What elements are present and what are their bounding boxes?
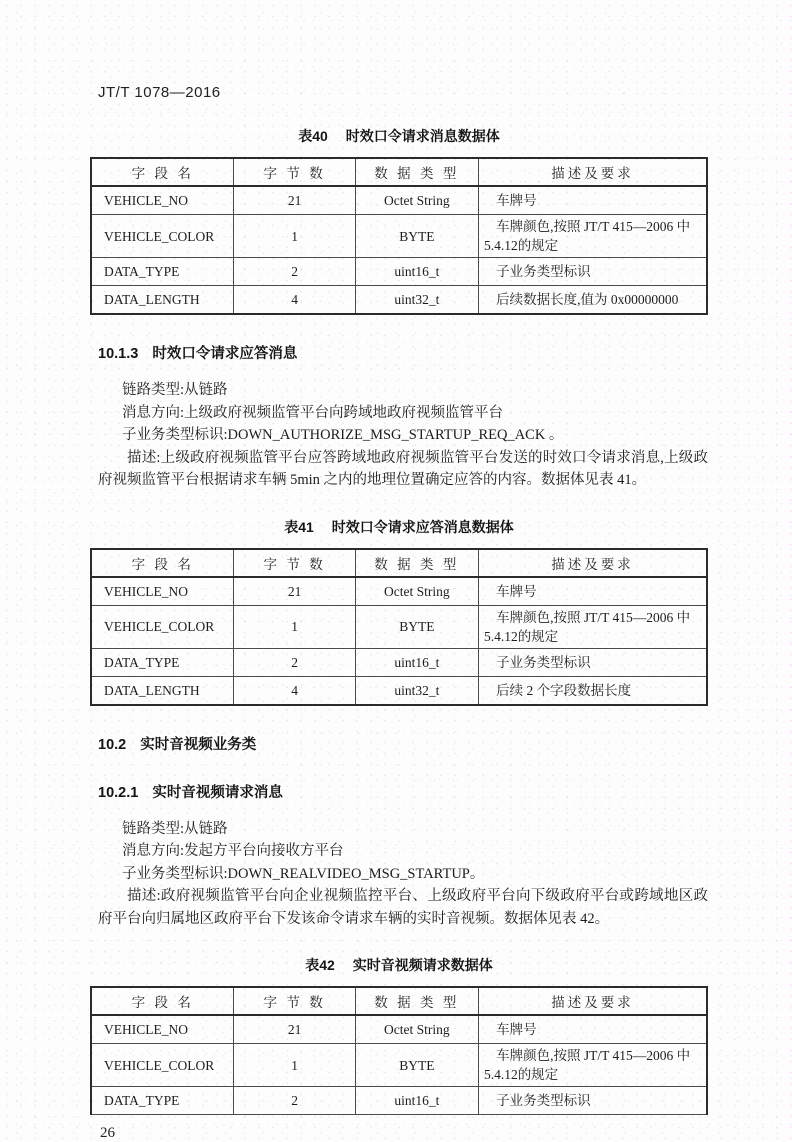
- section-title: 实时音视频请求消息: [152, 784, 283, 801]
- cell-data-type: Octet String: [355, 186, 478, 215]
- column-header-description: 描述及要求: [478, 987, 707, 1015]
- section-10-2-1-heading: [98, 781, 708, 802]
- cell-description: 车牌号: [478, 1015, 707, 1044]
- cell-field-name: DATA_TYPE: [91, 648, 234, 676]
- cell-description: 车牌颜色,按照 JT/T 415—2006 中5.4.12的规定: [478, 605, 707, 648]
- cell-field-name: DATA_LENGTH: [91, 676, 234, 705]
- cell-data-type: Octet String: [355, 577, 478, 606]
- column-header-data-type: 数 据 类 型: [355, 549, 478, 577]
- cell-description: 后续数据长度,值为 0x00000000: [478, 286, 707, 315]
- cell-description: 后续 2 个字段数据长度: [478, 676, 707, 705]
- section-number: 10.1.3: [98, 346, 139, 362]
- cell-data-type: uint16_t: [355, 648, 478, 676]
- cell-description: 车牌号: [478, 186, 707, 215]
- section-10-1-3-description: 描述:上级政府视频监管平台应答跨域地政府视频监管平台发送的时效口令请求消息,上级政府视频监管平台根据请求车辆 5min 之内的地理位置确定应答的内容。数据体见表 41。: [98, 449, 708, 488]
- section-number: 10.2.1: [98, 784, 139, 801]
- body-line: 子业务类型标识:DOWN_REALVIDEO_MSG_STARTUP。: [122, 865, 485, 882]
- column-header-field-name: 字 段 名: [91, 158, 234, 186]
- page-content: [90, 126, 708, 1142]
- section-10-1-3-heading: [98, 342, 708, 363]
- cell-byte-count: 2: [234, 1087, 355, 1115]
- cell-byte-count: 21: [234, 1015, 355, 1044]
- table-row: [91, 186, 707, 215]
- table-header-row: [91, 987, 707, 1015]
- cell-description: 子业务类型标识: [478, 1087, 707, 1115]
- cell-byte-count: 4: [234, 286, 355, 315]
- body-line: 子业务类型标识:DOWN_AUTHORIZE_MSG_STARTUP_REQ_ACK 。: [122, 427, 564, 443]
- column-header-byte-count: 字 节 数: [234, 987, 355, 1015]
- table-row: [91, 676, 707, 705]
- column-header-field-name: 字 段 名: [91, 549, 234, 577]
- table-41: [90, 548, 708, 706]
- cell-data-type: Octet String: [355, 1015, 478, 1044]
- page-number: 26: [100, 1125, 115, 1141]
- column-header-data-type: 数 据 类 型: [355, 158, 478, 186]
- body-line: 链路类型:从链路: [122, 820, 228, 837]
- table-row: [91, 286, 707, 315]
- column-header-data-type: 数 据 类 型: [355, 987, 478, 1015]
- cell-description: 子业务类型标识: [478, 648, 707, 676]
- section-number: 10.2: [98, 736, 127, 753]
- table-header-row: [91, 158, 707, 186]
- table-42-caption-label: 表42: [305, 957, 335, 973]
- cell-description: 车牌号: [478, 577, 707, 606]
- table-row: [91, 648, 707, 676]
- cell-data-type: uint16_t: [355, 258, 478, 286]
- section-10-2-1-lines: [90, 818, 708, 886]
- table-41-caption-title: 时效口令请求应答消息数据体: [331, 518, 514, 535]
- cell-data-type: uint32_t: [355, 676, 478, 705]
- table-row: [91, 1087, 707, 1115]
- table-42-caption: [90, 955, 708, 975]
- section-10-2-heading: [98, 733, 708, 754]
- column-header-byte-count: 字 节 数: [234, 549, 355, 577]
- column-header-byte-count: 字 节 数: [234, 158, 355, 186]
- cell-field-name: VEHICLE_NO: [91, 1015, 234, 1044]
- table-40-caption-title: 时效口令请求消息数据体: [345, 128, 500, 144]
- table-40-caption: [90, 126, 708, 146]
- table-row: [91, 1044, 707, 1087]
- body-line: 消息方向:发起方平台向接收方平台: [122, 843, 344, 859]
- table-row: [91, 605, 707, 648]
- cell-description: 车牌颜色,按照 JT/T 415—2006 中5.4.12的规定: [478, 215, 707, 258]
- column-header-description: 描述及要求: [478, 158, 707, 186]
- cell-data-type: uint32_t: [355, 286, 478, 315]
- section-10-1-3-lines: [90, 379, 708, 447]
- table-row: [91, 577, 707, 606]
- section-title: 实时音视频业务类: [140, 736, 257, 753]
- table-40-caption-label: 表40: [298, 128, 328, 144]
- cell-byte-count: 1: [234, 215, 355, 258]
- cell-field-name: DATA_TYPE: [91, 258, 234, 286]
- cell-byte-count: 2: [234, 258, 355, 286]
- cell-field-name: VEHICLE_COLOR: [91, 605, 234, 648]
- table-header-row: [91, 549, 707, 577]
- body-line: 消息方向:上级政府视频监管平台向跨域地政府视频监管平台: [122, 404, 504, 421]
- table-42: [90, 986, 708, 1115]
- cell-byte-count: 1: [234, 605, 355, 648]
- cell-description: 子业务类型标识: [478, 258, 707, 286]
- standard-number: JT/T 1078—2016: [98, 84, 221, 101]
- table-41-caption-label: 表41: [284, 518, 314, 535]
- cell-byte-count: 4: [234, 676, 355, 705]
- cell-field-name: DATA_TYPE: [91, 1087, 234, 1115]
- cell-byte-count: 2: [234, 648, 355, 676]
- body-line: 链路类型:从链路: [122, 382, 228, 398]
- section-10-2-1-description: 描述:政府视频监管平台向企业视频监控平台、上级政府平台向下级政府平台或跨域地区政府平台向归属地区政府平台下发该命令请求车辆的实时音视频。数据体见表 42。: [98, 888, 708, 927]
- table-row: [91, 215, 707, 258]
- cell-data-type: uint16_t: [355, 1087, 478, 1115]
- cell-data-type: BYTE: [355, 605, 478, 648]
- cell-description: 车牌颜色,按照 JT/T 415—2006 中5.4.12的规定: [478, 1044, 707, 1087]
- cell-field-name: VEHICLE_NO: [91, 577, 234, 606]
- cell-byte-count: 21: [234, 577, 355, 606]
- table-row: [91, 1015, 707, 1044]
- cell-field-name: DATA_LENGTH: [91, 286, 234, 315]
- cell-data-type: BYTE: [355, 215, 478, 258]
- table-42-caption-title: 实时音视频请求数据体: [352, 957, 493, 973]
- column-header-description: 描述及要求: [478, 549, 707, 577]
- cell-field-name: VEHICLE_COLOR: [91, 1044, 234, 1087]
- table-40: [90, 157, 708, 315]
- cell-byte-count: 21: [234, 186, 355, 215]
- table-row: [91, 258, 707, 286]
- column-header-field-name: 字 段 名: [91, 987, 234, 1015]
- cell-field-name: VEHICLE_NO: [91, 186, 234, 215]
- table-41-caption: [90, 517, 708, 537]
- section-title: 时效口令请求应答消息: [152, 346, 298, 362]
- cell-field-name: VEHICLE_COLOR: [91, 215, 234, 258]
- cell-data-type: BYTE: [355, 1044, 478, 1087]
- cell-byte-count: 1: [234, 1044, 355, 1087]
